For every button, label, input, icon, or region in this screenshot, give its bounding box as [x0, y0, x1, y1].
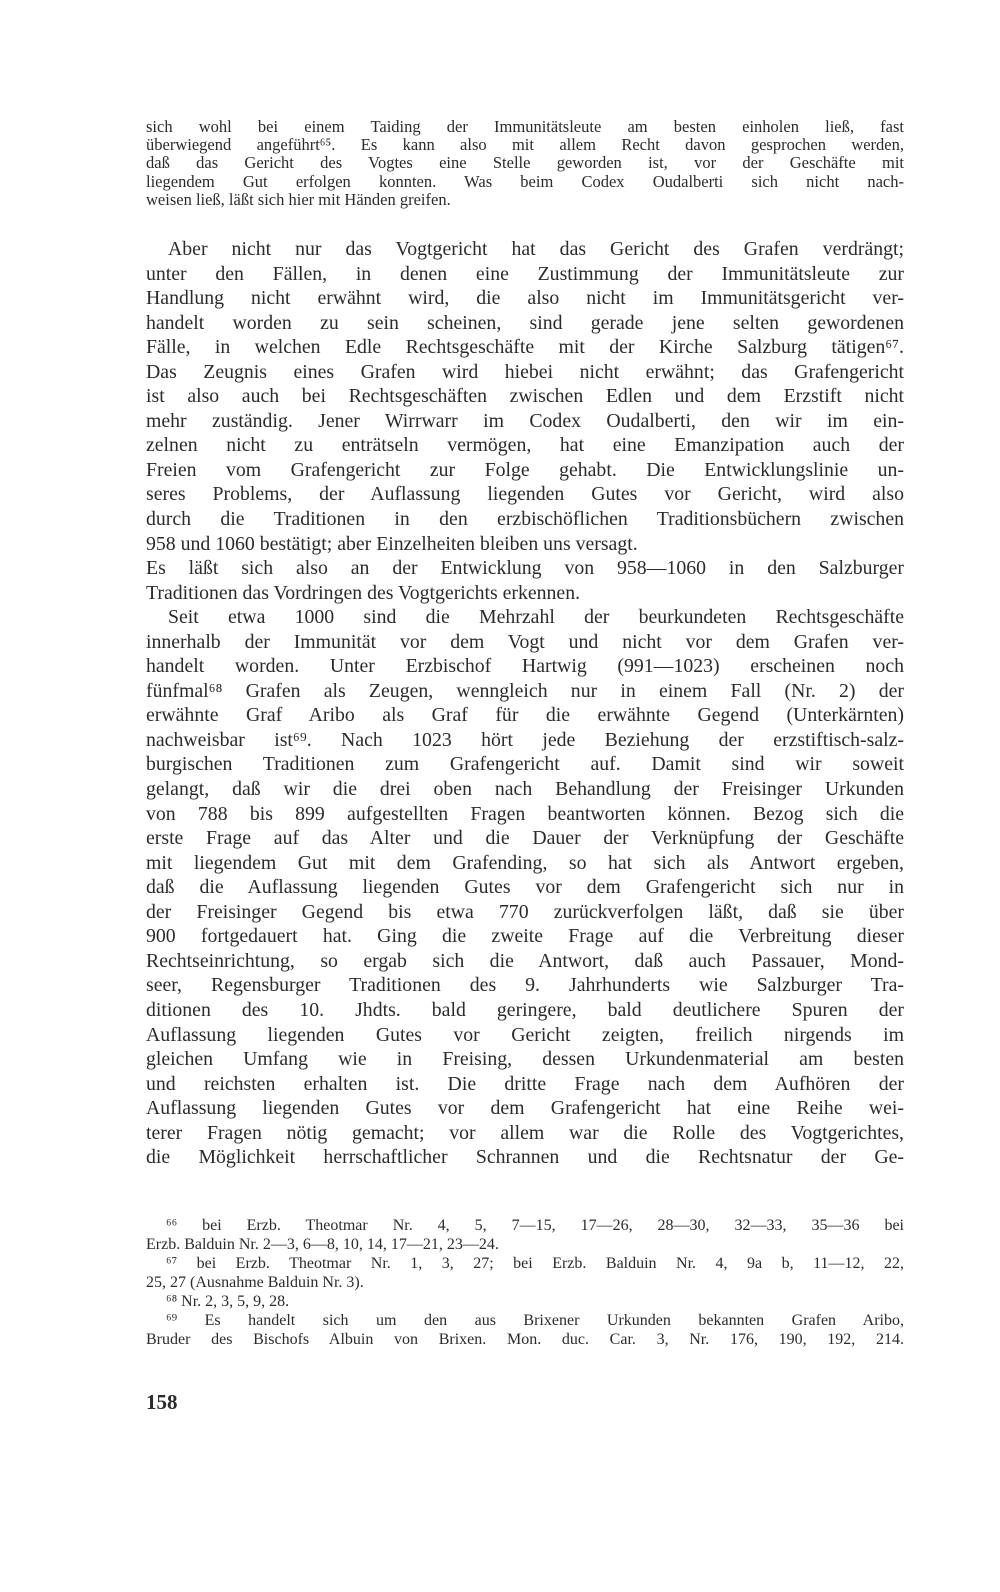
text-line: Handlung nicht erwähnt wird, die also nicht im Immunitätsgericht ver-: [146, 287, 904, 310]
page-number: 158: [146, 1390, 178, 1414]
text-line: innerhalb der Immunität vor dem Vogt und nicht vor dem Grafen ver-: [146, 630, 904, 653]
text-line: Aber nicht nur das Vogtgericht hat das Gericht des Grafen verdrängt;: [168, 238, 904, 260]
footnotes: [146, 1216, 904, 1349]
text-line: liegendem Gut erfolgen konnten. Was beim Codex Oudalberti sich nicht nach-: [146, 171, 904, 191]
text-line: sich wohl bei einem Taiding der Immunitätsleute am besten einholen ließ, fast: [146, 117, 904, 136]
body-text: [146, 237, 904, 1170]
footnote-line: ⁶⁷ bei Erzb. Theotmar Nr. 1, 3, 27; bei Erzb. Balduin Nr. 4, 9a b, 11—12, 22,: [166, 1255, 904, 1272]
text-line: gleichen Umfang wie in Freising, dessen Urkundenmaterial am besten: [146, 1048, 904, 1071]
footnote-line: Bruder des Bischofs Albuin von Brixen. Mon. duc. Car. 3, Nr. 176, 190, 192, 214.: [146, 1331, 904, 1348]
text-line: Traditionen das Vordringen des Vogtgerichts erkennen.: [146, 581, 581, 604]
text-line: der Freisinger Gegend bis etwa 770 zurückverfolgen läßt, daß sie über: [146, 900, 904, 923]
footnote-line: ⁶⁶ bei Erzb. Theotmar Nr. 4, 5, 7—15, 17—26, 28—30, 32—33, 35—36 bei: [166, 1217, 904, 1234]
text-line: gelangt, daß wir die drei oben nach Behandlung der Freisinger Urkunden: [146, 778, 904, 801]
text-line: die Möglichkeit herrschaftlicher Schrannen und die Rechtsnatur der Ge-: [146, 1146, 904, 1169]
text-line: Seit etwa 1000 sind die Mehrzahl der beurkundeten Rechtsgeschäfte: [168, 606, 904, 629]
text-line: ist also auch bei Rechtsgeschäften zwischen Edlen und dem Erzstift nicht: [146, 385, 904, 408]
text-line: handelt worden zu sein scheinen, sind gerade jene selten gewordenen: [146, 311, 904, 334]
text-line: und reichsten erhalten ist. Die dritte Frage nach dem Aufhören der: [146, 1072, 904, 1095]
text-line: unter den Fällen, in denen eine Zustimmung der Immunitätsleute zur: [146, 262, 904, 285]
text-line: Rechtseinrichtung, so ergab sich die Antwort, daß auch Passauer, Mond-: [146, 949, 904, 972]
text-line: weisen ließ, läßt sich hier mit Händen greifen.: [146, 189, 451, 209]
text-line: nachweisbar ist⁶⁹. Nach 1023 hört jede Beziehung der erzstiftisch-salz-: [146, 728, 904, 751]
text-line: 958 und 1060 bestätigt; aber Einzelheiten bleiben uns versagt.: [146, 532, 638, 555]
text-line: erste Frage auf das Alter und die Dauer der Verknüpfung der Geschäfte: [146, 827, 904, 850]
text-line: seres Problems, der Auflassung liegenden Gutes vor Gericht, wird also: [146, 483, 904, 506]
text-line: mehr zuständig. Jener Wirrwarr im Codex Oudalberti, den wir im ein-: [146, 409, 904, 432]
text-line: burgischen Traditionen zum Grafengericht auf. Damit sind wir soweit: [146, 753, 904, 776]
text-line: mit liegendem Gut mit dem Grafending, so hat sich als Antwort ergeben,: [146, 851, 904, 874]
text-line: seer, Regensburger Traditionen des 9. Jahrhunderts wie Salzburger Tra-: [146, 974, 904, 997]
text-line: von 788 bis 899 aufgestellten Fragen beantworten können. Bezog sich die: [146, 802, 904, 825]
text-line: zelnen nicht zu enträtseln vermögen, hat eine Emanzipation auch der: [146, 434, 904, 457]
text-line: überwiegend angeführt⁶⁵. Es kann also mit allem Recht davon gesprochen werden,: [146, 135, 904, 155]
intro-paragraph: [146, 118, 904, 209]
text-line: durch die Traditionen in den erzbischöflichen Traditionsbüchern zwischen: [146, 508, 904, 531]
text-line: fünfmal⁶⁸ Grafen als Zeugen, wenngleich nur in einem Fall (Nr. 2) der: [146, 679, 904, 702]
text-line: Auflassung liegenden Gutes vor dem Grafengericht hat eine Reihe wei-: [146, 1097, 904, 1120]
text-line: terer Fragen nötig gemacht; vor allem war die Rolle des Vogtgerichtes,: [146, 1121, 904, 1144]
footnote-line: ⁶⁸ Nr. 2, 3, 5, 9, 28.: [166, 1293, 290, 1310]
text-line: daß die Auflassung liegenden Gutes vor dem Grafengericht sich nur in: [146, 876, 904, 899]
text-line: 900 fortgedauert hat. Ging die zweite Frage auf die Verbreitung dieser: [146, 925, 904, 948]
footnote-line: 25, 27 (Ausnahme Balduin Nr. 3).: [146, 1274, 364, 1291]
text-line: Das Zeugnis eines Grafen wird hiebei nicht erwähnt; das Grafengericht: [146, 360, 904, 383]
text-line: Es läßt sich also an der Entwicklung von 958—1060 in den Salzburger: [146, 557, 904, 580]
text-line: erwähnte Graf Aribo als Graf für die erwähnte Gegend (Unterkärnten): [146, 704, 904, 727]
footnote-line: ⁶⁹ Es handelt sich um den aus Brixener Urkunden bekannten Grafen Aribo,: [166, 1312, 904, 1329]
text-line: Freien vom Grafengericht zur Folge gehabt. Die Entwicklungslinie un-: [146, 458, 904, 481]
text-line: ditionen des 10. Jhdts. bald geringere, bald deutlichere Spuren der: [146, 998, 904, 1021]
footnote-line: Erzb. Balduin Nr. 2—3, 6—8, 10, 14, 17—21, 23—24.: [146, 1236, 499, 1253]
text-line: Fälle, in welchen Edle Rechtsgeschäfte mit der Kirche Salzburg tätigen⁶⁷.: [146, 336, 904, 359]
text-line: Auflassung liegenden Gutes vor Gericht zeigten, freilich nirgends im: [146, 1023, 904, 1046]
text-line: handelt worden. Unter Erzbischof Hartwig (991—1023) erscheinen noch: [146, 655, 904, 678]
text-line: daß das Gericht des Vogtes eine Stelle geworden ist, vor der Geschäfte mit: [146, 153, 904, 173]
